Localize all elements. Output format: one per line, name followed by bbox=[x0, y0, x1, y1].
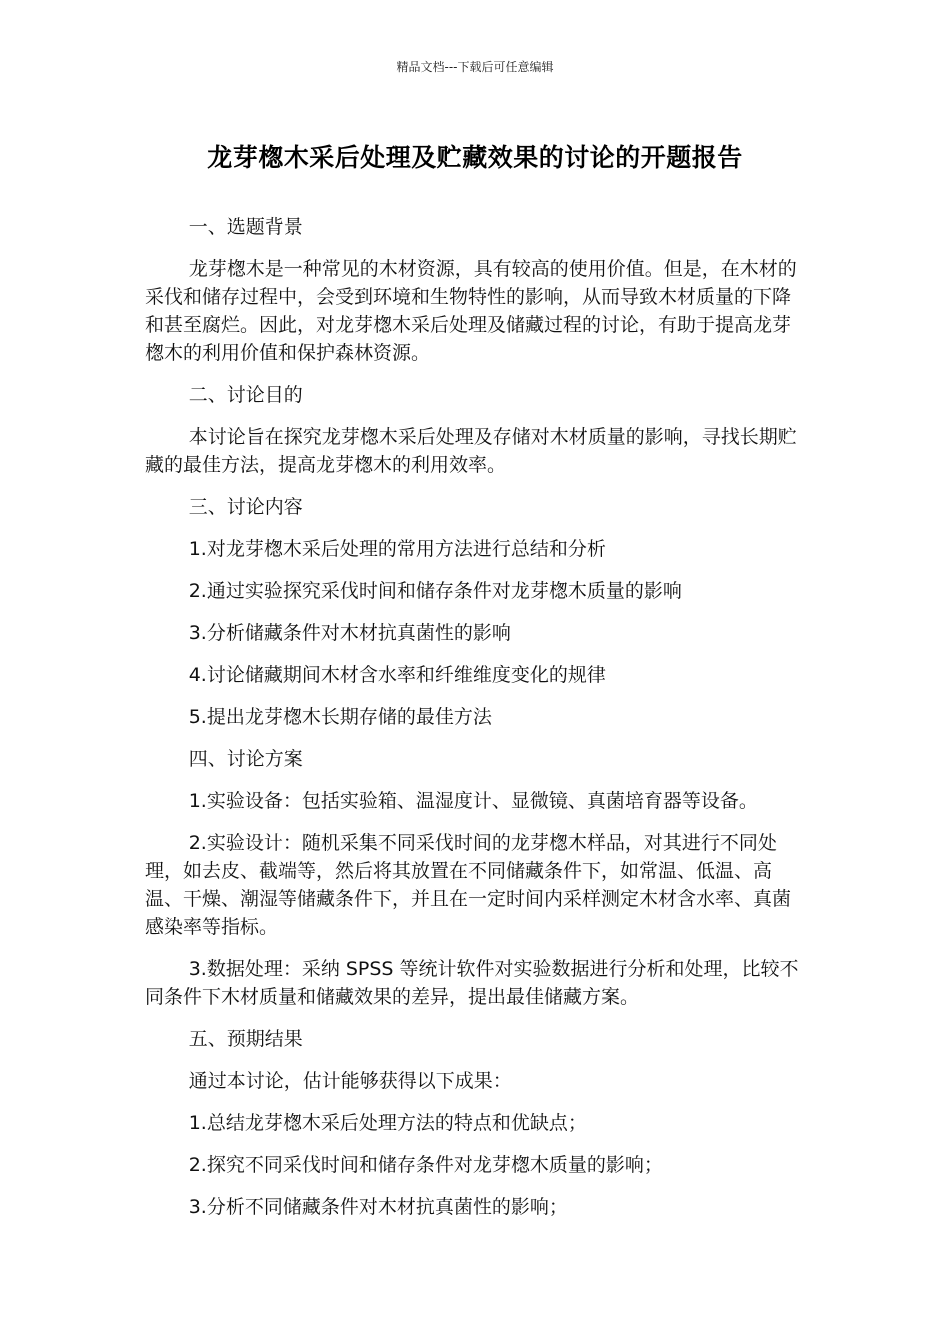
section-heading-results: 五、预期结果 bbox=[188, 1028, 303, 1050]
results-item-2: 2.探究不同采伐时间和储存条件对龙芽楤木质量的影响； bbox=[188, 1154, 663, 1176]
plan-item-2: 2.实验设计：随机采集不同采伐时间的龙芽楤木样品，对其进行不同处理，如去皮、截端等，然后将其放置在不同储藏条件下，如常温、低温、高温、干燥、潮湿等储藏条件下，并且在一定时间内采样测定木材含水率、真菌感染率等指标。 bbox=[145, 832, 792, 938]
results-item-3: 3.分析不同储藏条件对木材抗真菌性的影响； bbox=[188, 1196, 568, 1218]
document-body bbox=[145, 213, 805, 1235]
page-header: 精品文档---下载后可任意编辑 bbox=[396, 60, 554, 74]
section-heading-content: 三、讨论内容 bbox=[188, 496, 303, 518]
section-heading-purpose: 二、讨论目的 bbox=[188, 384, 303, 406]
paragraph-background: 龙芽楤木是一种常见的木材资源，具有较高的使用价值。但是，在木材的采伐和储存过程中，会受到环境和生物特性的影响，从而导致木材质量的下降和甚至腐烂。因此，对龙芽楤木采后处理及储藏过程的讨论，有助于提高龙芽楤木的利用价值和保护森林资源。 bbox=[145, 258, 797, 364]
results-item-1: 1.总结龙芽楤木采后处理方法的特点和优缺点； bbox=[188, 1112, 587, 1134]
content-item-4: 4.讨论储藏期间木材含水率和纤维维度变化的规律 bbox=[188, 664, 606, 686]
content-item-3: 3.分析储藏条件对木材抗真菌性的影响 bbox=[188, 622, 511, 644]
content-item-1: 1.对龙芽楤木采后处理的常用方法进行总结和分析 bbox=[188, 538, 606, 560]
plan-item-1: 1.实验设备：包括实验箱、温湿度计、显微镜、真菌培育器等设备。 bbox=[188, 790, 758, 812]
paragraph-purpose: 本讨论旨在探究龙芽楤木采后处理及存储对木材质量的影响，寻找长期贮藏的最佳方法，提高龙芽楤木的利用效率。 bbox=[145, 426, 797, 476]
content-item-2: 2.通过实验探究采伐时间和储存条件对龙芽楤木质量的影响 bbox=[188, 580, 682, 602]
content-item-5: 5.提出龙芽楤木长期存储的最佳方法 bbox=[188, 706, 492, 728]
plan-item-3: 3.数据处理：采纳 SPSS 等统计软件对实验数据进行分析和处理，比较不同条件下木材质量和储藏效果的差异，提出最佳储藏方案。 bbox=[145, 958, 799, 1008]
section-heading-plan: 四、讨论方案 bbox=[188, 748, 303, 770]
document-title: 龙芽楤木采后处理及贮藏效果的讨论的开题报告 bbox=[207, 143, 743, 172]
section-heading-background: 一、选题背景 bbox=[188, 216, 303, 238]
results-intro: 通过本讨论，估计能够获得以下成果： bbox=[188, 1070, 512, 1092]
